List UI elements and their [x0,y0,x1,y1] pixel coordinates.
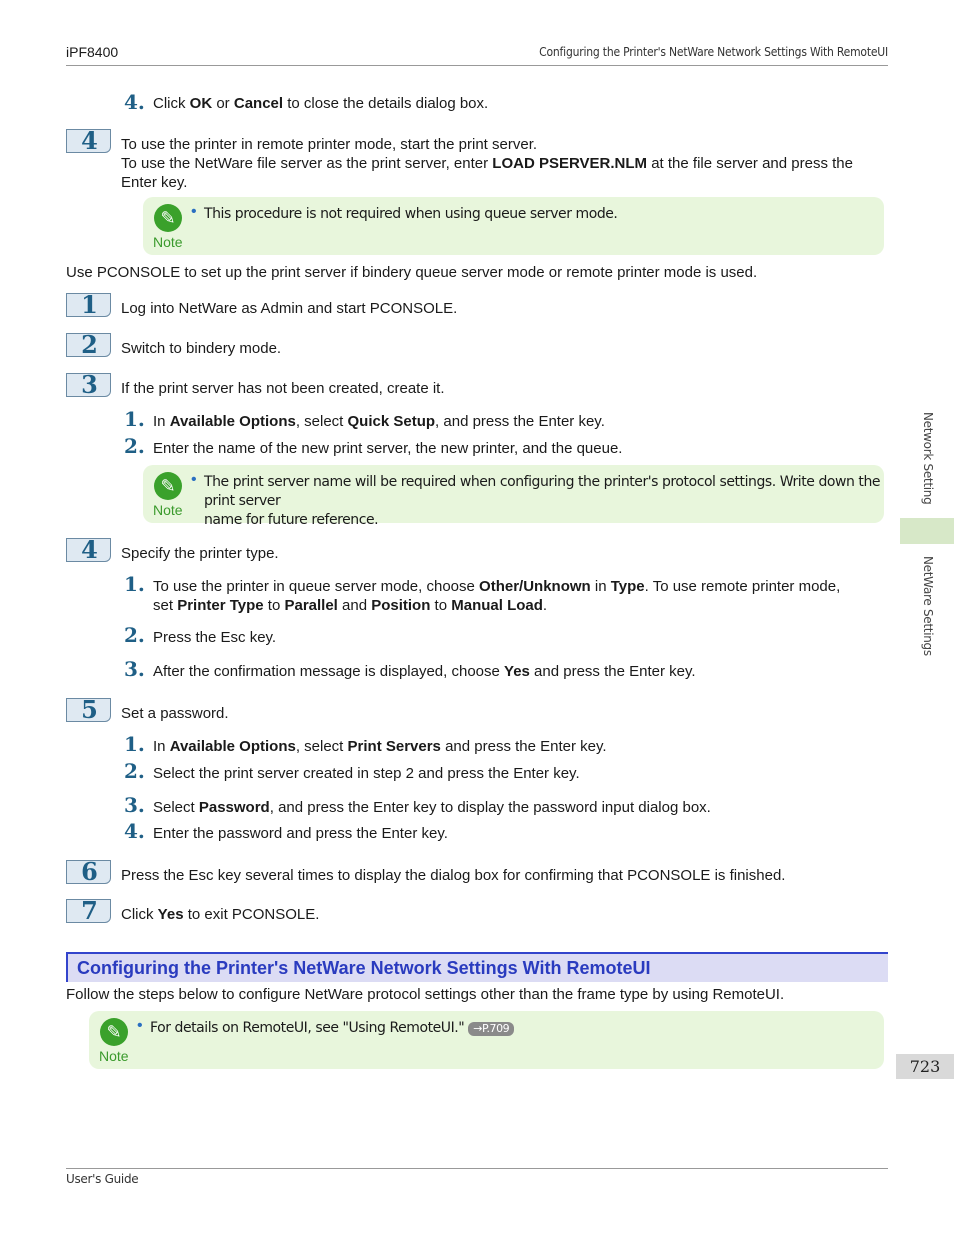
substep-text: Enter the name of the new print server, the new printer, and the queue. [153,440,623,457]
substep-text: In Available Options, select Print Servers and press the Enter key. [153,738,607,755]
pencil-note-icon: ✎ [154,472,182,500]
step-text: To use the printer in remote printer mode, start the print server. To use the NetWare file server as the print server, enter LOAD PSERVER.NLM at the file server and press the Enter key. [121,136,853,191]
step-number-badge: 4 [66,129,111,153]
bullet-icon: • [191,203,197,220]
side-tab-network-setting[interactable]: Network Setting [921,412,935,505]
substep-number: 4. [124,90,145,114]
step-number-badge: 6 [66,860,111,884]
step-number-badge: 4 [66,538,111,562]
step-text: Press the Esc key several times to display the dialog box for confirming that PCONSOLE is finished. [121,867,786,884]
substep-number: 2. [124,759,145,783]
page-reference-link[interactable]: →P.709 [468,1022,514,1036]
substep-number: 3. [124,657,145,681]
substep-text: After the confirmation message is displayed, choose Yes and press the Enter key. [153,663,696,680]
note-label: Note [153,234,183,250]
step-number-badge: 7 [66,899,111,923]
pencil-note-icon: ✎ [100,1018,128,1046]
substep-text: Select Password, and press the Enter key to display the password input dialog box. [153,799,711,816]
note-label: Note [153,502,183,518]
bullet-icon: • [137,1017,143,1034]
header-divider [66,65,888,66]
substep-text: Enter the password and press the Enter key. [153,825,448,842]
substep-number: 4. [124,819,145,843]
note-box [143,197,884,255]
page-number: 723 [896,1054,954,1079]
note-text: This procedure is not required when using queue server mode. [204,206,618,222]
substep-text: Click OK or Cancel to close the details dialog box. [153,95,489,112]
note-box [89,1011,884,1069]
section-intro: Follow the steps below to configure NetWare protocol settings other than the frame type by using RemoteUI. [66,986,785,1003]
footer-guide-title: User's Guide [66,1172,139,1186]
note-box [143,465,884,528]
substep-number: 1. [124,732,145,756]
step-number-badge: 1 [66,293,111,317]
intro-paragraph: Use PCONSOLE to set up the print server if bindery queue server mode or remote printer mode is used. [66,264,758,281]
side-tab-netware-settings[interactable]: NetWare Settings [921,556,935,656]
note-text: For details on RemoteUI, see "Using RemoteUI." →P.709 [150,1019,514,1038]
step-text: If the print server has not been created, create it. [121,380,445,397]
step-text: Set a password. [121,705,229,722]
substep-number: 2. [124,623,145,647]
step-number-badge: 3 [66,373,111,397]
step-number-badge: 5 [66,698,111,722]
substep-text: In Available Options, select Quick Setup, and press the Enter key. [153,413,605,430]
step-text: Specify the printer type. [121,545,279,562]
bullet-icon: • [191,471,197,488]
substep-text: Select the print server created in step 2 and press the Enter key. [153,765,580,782]
note-text: The print server name will be required when configuring the printer's protocol settings. Write down the print server name for future reference. [204,474,881,528]
step-text: Log into NetWare as Admin and start PCONSOLE. [121,300,458,317]
header-section-title: Configuring the Printer's NetWare Network Settings With RemoteUI [539,45,888,59]
header-model: iPF8400 [66,44,119,60]
pencil-note-icon: ✎ [154,204,182,232]
substep-text: To use the printer in queue server mode, choose Other/Unknown in Type. To use remote printer mode, set Printer Type to Parallel and Position to Manual Load. [153,578,841,614]
substep-number: 1. [124,572,145,596]
substep-number: 2. [124,434,145,458]
step-text: Switch to bindery mode. [121,340,282,357]
note-label: Note [99,1048,129,1064]
substep-text: Press the Esc key. [153,629,277,646]
step-number-badge: 2 [66,333,111,357]
substep-number: 1. [124,407,145,431]
section-heading: Configuring the Printer's NetWare Network Settings With RemoteUI [66,952,888,982]
side-tab-marker [900,518,954,544]
step-text: Click Yes to exit PCONSOLE. [121,906,320,923]
substep-number: 3. [124,793,145,817]
footer-divider [66,1168,888,1169]
